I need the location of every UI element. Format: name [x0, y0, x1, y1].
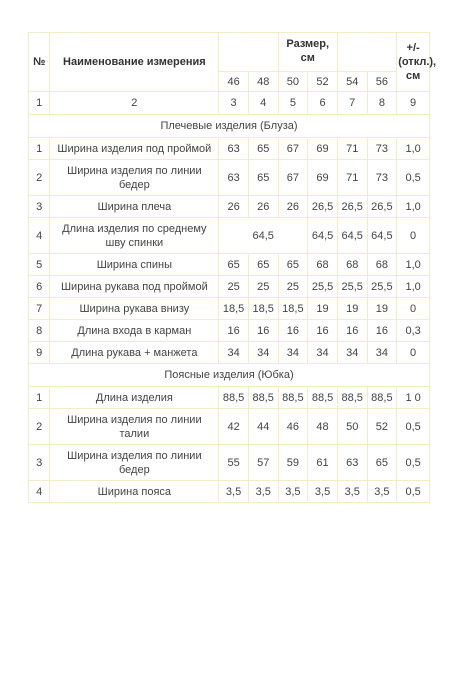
tolerance-value: 0 [397, 298, 430, 320]
size-value: 19 [337, 298, 367, 320]
size-value: 34 [219, 342, 249, 364]
table-row [29, 218, 430, 254]
table-row [29, 160, 430, 196]
size-value: 34 [248, 342, 278, 364]
header-blank [219, 33, 278, 72]
size-value: 34 [308, 342, 338, 364]
row-number: 6 [29, 276, 50, 298]
row-number: 1 [29, 138, 50, 160]
size-value: 25 [248, 276, 278, 298]
size-value: 48 [308, 409, 338, 445]
size-value: 68 [308, 254, 338, 276]
size-value: 88,5 [219, 387, 249, 409]
size-value: 25 [219, 276, 249, 298]
tolerance-value: 1,0 [397, 254, 430, 276]
size-value: 64,5 [337, 218, 367, 254]
header-no: № [29, 33, 50, 92]
row-number: 3 [29, 196, 50, 218]
size-value: 26 [248, 196, 278, 218]
size-header: 54 [337, 72, 367, 92]
size-value: 26,5 [337, 196, 367, 218]
measurement-name: Ширина рукава под проймой [50, 276, 219, 298]
column-number: 2 [50, 92, 219, 115]
size-value: 88,5 [337, 387, 367, 409]
size-header: 56 [367, 72, 397, 92]
measurement-name: Ширина изделия по линии талии [50, 409, 219, 445]
column-number: 8 [367, 92, 397, 115]
size-value: 26,5 [367, 196, 397, 218]
merged-value: 64,5 [219, 218, 308, 254]
table-row [29, 196, 430, 218]
size-value: 57 [248, 445, 278, 481]
size-value: 64,5 [367, 218, 397, 254]
header-name: Наименование измерения [50, 33, 219, 92]
size-value: 67 [278, 138, 308, 160]
size-value: 55 [219, 445, 249, 481]
section-title: Поясные изделия (Юбка) [29, 364, 430, 387]
size-value: 26 [278, 196, 308, 218]
row-number: 4 [29, 218, 50, 254]
size-value: 19 [308, 298, 338, 320]
size-value: 16 [278, 320, 308, 342]
header-size: Размер, см [278, 33, 337, 72]
size-value: 3,5 [278, 481, 308, 503]
size-value: 34 [337, 342, 367, 364]
size-value: 16 [337, 320, 367, 342]
tolerance-value: 1,0 [397, 196, 430, 218]
size-value: 25 [278, 276, 308, 298]
tolerance-value: 0 [397, 342, 430, 364]
size-value: 16 [248, 320, 278, 342]
size-value: 67 [278, 160, 308, 196]
size-value: 50 [337, 409, 367, 445]
row-number: 2 [29, 160, 50, 196]
size-value: 26 [219, 196, 249, 218]
size-value: 26,5 [308, 196, 338, 218]
column-number: 5 [278, 92, 308, 115]
size-header: 52 [308, 72, 338, 92]
size-value: 16 [367, 320, 397, 342]
size-value: 3,5 [248, 481, 278, 503]
measurement-name: Ширина пояса [50, 481, 219, 503]
table-row [29, 254, 430, 276]
row-number: 3 [29, 445, 50, 481]
size-value: 18,5 [278, 298, 308, 320]
size-value: 88,5 [367, 387, 397, 409]
measurement-name: Ширина изделия по линии бедер [50, 445, 219, 481]
size-value: 25,5 [337, 276, 367, 298]
size-value: 88,5 [308, 387, 338, 409]
size-value: 61 [308, 445, 338, 481]
size-value: 63 [219, 138, 249, 160]
row-number: 2 [29, 409, 50, 445]
size-header: 48 [248, 72, 278, 92]
size-value: 88,5 [248, 387, 278, 409]
row-number: 8 [29, 320, 50, 342]
size-value: 64,5 [308, 218, 338, 254]
size-value: 34 [367, 342, 397, 364]
measurement-name: Длина изделия по среднему шву спинки [50, 218, 219, 254]
tolerance-value: 0,5 [397, 409, 430, 445]
size-value: 65 [219, 254, 249, 276]
size-value: 3,5 [367, 481, 397, 503]
size-value: 18,5 [248, 298, 278, 320]
size-value: 65 [367, 445, 397, 481]
column-number: 1 [29, 92, 50, 115]
size-value: 16 [308, 320, 338, 342]
table-row [29, 409, 430, 445]
tolerance-value: 0,5 [397, 445, 430, 481]
row-number: 9 [29, 342, 50, 364]
measurement-name: Ширина изделия по линии бедер [50, 160, 219, 196]
tolerance-value: 0 [397, 218, 430, 254]
size-value: 18,5 [219, 298, 249, 320]
size-value: 73 [367, 160, 397, 196]
section-title: Плечевые изделия (Блуза) [29, 115, 430, 138]
size-value: 68 [337, 254, 367, 276]
size-value: 65 [248, 138, 278, 160]
column-number: 4 [248, 92, 278, 115]
measurement-name: Длина входа в карман [50, 320, 219, 342]
table-row [29, 138, 430, 160]
size-value: 19 [367, 298, 397, 320]
column-number: 7 [337, 92, 367, 115]
tolerance-value: 1,0 [397, 276, 430, 298]
table-row [29, 481, 430, 503]
table-row [29, 276, 430, 298]
header-tolerance: +/- (откл.), см [397, 33, 430, 92]
size-value: 3,5 [337, 481, 367, 503]
column-number: 3 [219, 92, 249, 115]
size-value: 73 [367, 138, 397, 160]
table-row [29, 387, 430, 409]
measurement-name: Длина рукава + манжета [50, 342, 219, 364]
row-number: 7 [29, 298, 50, 320]
size-value: 25,5 [367, 276, 397, 298]
measurement-name: Ширина плеча [50, 196, 219, 218]
measurement-name: Длина изделия [50, 387, 219, 409]
size-value: 65 [278, 254, 308, 276]
measurement-name: Ширина спины [50, 254, 219, 276]
column-number: 9 [397, 92, 430, 115]
section-row [29, 115, 430, 138]
tolerance-value: 0,5 [397, 481, 430, 503]
size-value: 71 [337, 138, 367, 160]
table-row [29, 445, 430, 481]
size-value: 59 [278, 445, 308, 481]
size-value: 46 [278, 409, 308, 445]
row-number: 1 [29, 387, 50, 409]
size-value: 88,5 [278, 387, 308, 409]
table-row [29, 342, 430, 364]
header-blank [337, 33, 396, 72]
size-value: 25,5 [308, 276, 338, 298]
row-number: 5 [29, 254, 50, 276]
size-value: 34 [278, 342, 308, 364]
size-value: 42 [219, 409, 249, 445]
measurement-name: Ширина рукава внизу [50, 298, 219, 320]
table-row [29, 320, 430, 342]
measurement-table [28, 32, 437, 503]
size-value: 44 [248, 409, 278, 445]
column-number: 6 [308, 92, 338, 115]
size-value: 71 [337, 160, 367, 196]
size-value: 63 [337, 445, 367, 481]
row-number: 4 [29, 481, 50, 503]
table-row [29, 298, 430, 320]
measurement-name: Ширина изделия под проймой [50, 138, 219, 160]
size-value: 65 [248, 254, 278, 276]
size-value: 68 [367, 254, 397, 276]
size-value: 69 [308, 138, 338, 160]
size-header: 46 [219, 72, 249, 92]
tolerance-value: 0,5 [397, 160, 430, 196]
tolerance-value: 1,0 [397, 138, 430, 160]
tolerance-value: 1 0 [397, 387, 430, 409]
size-value: 3,5 [308, 481, 338, 503]
size-value: 3,5 [219, 481, 249, 503]
section-row [29, 364, 430, 387]
size-value: 16 [219, 320, 249, 342]
tolerance-value: 0,3 [397, 320, 430, 342]
size-header: 50 [278, 72, 308, 92]
size-value: 69 [308, 160, 338, 196]
size-value: 63 [219, 160, 249, 196]
size-value: 52 [367, 409, 397, 445]
size-value: 65 [248, 160, 278, 196]
